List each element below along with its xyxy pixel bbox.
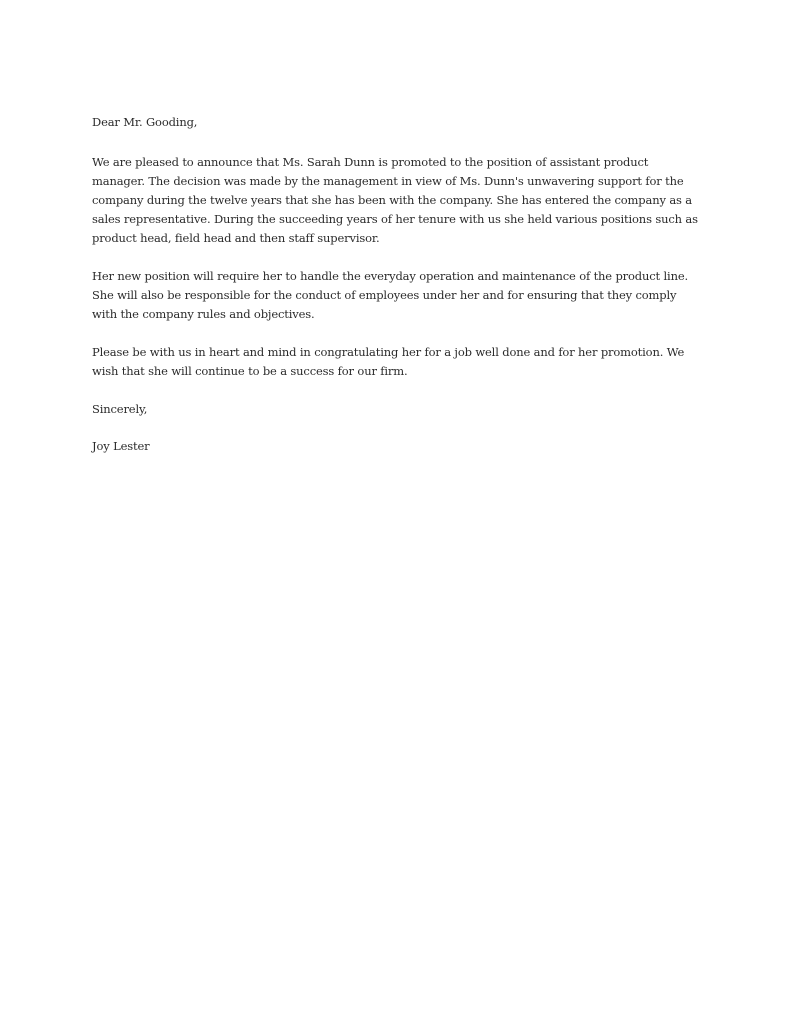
paragraph-line: wish that she will continue to be a success for our firm. — [92, 364, 408, 378]
paragraph-announcement — [92, 153, 698, 248]
paragraph-line: Please be with us in heart and mind in congratulating her for a job well done and for her promotion. We — [92, 345, 685, 359]
paragraph-line: Her new position will require her to handle the everyday operation and maintenance of the product line. — [92, 269, 689, 283]
paragraph-line: sales representative. During the succeeding years of her tenure with us she held various positions such as — [92, 212, 698, 226]
paragraph-responsibilities — [92, 267, 692, 324]
paragraph-line: with the company rules and objectives. — [92, 307, 315, 321]
closing: Sincerely, — [92, 402, 148, 416]
paragraph-line: product head, field head and then staff supervisor. — [92, 231, 380, 245]
letter-body — [92, 113, 698, 456]
paragraph-line: company during the twelve years that she has been with the company. She has entered the company as a — [92, 193, 693, 207]
paragraph-line: She will also be responsible for the conduct of employees under her and for ensuring that they comply — [92, 288, 677, 302]
paragraph-congratulations — [92, 343, 692, 381]
salutation: Dear Mr. Gooding, — [92, 115, 198, 129]
signature-name: Joy Lester — [92, 439, 150, 453]
paragraph-line: We are pleased to announce that Ms. Sarah Dunn is promoted to the position of assistant product — [92, 155, 649, 169]
paragraph-line: manager. The decision was made by the management in view of Ms. Dunn's unwavering support for the — [92, 174, 684, 188]
